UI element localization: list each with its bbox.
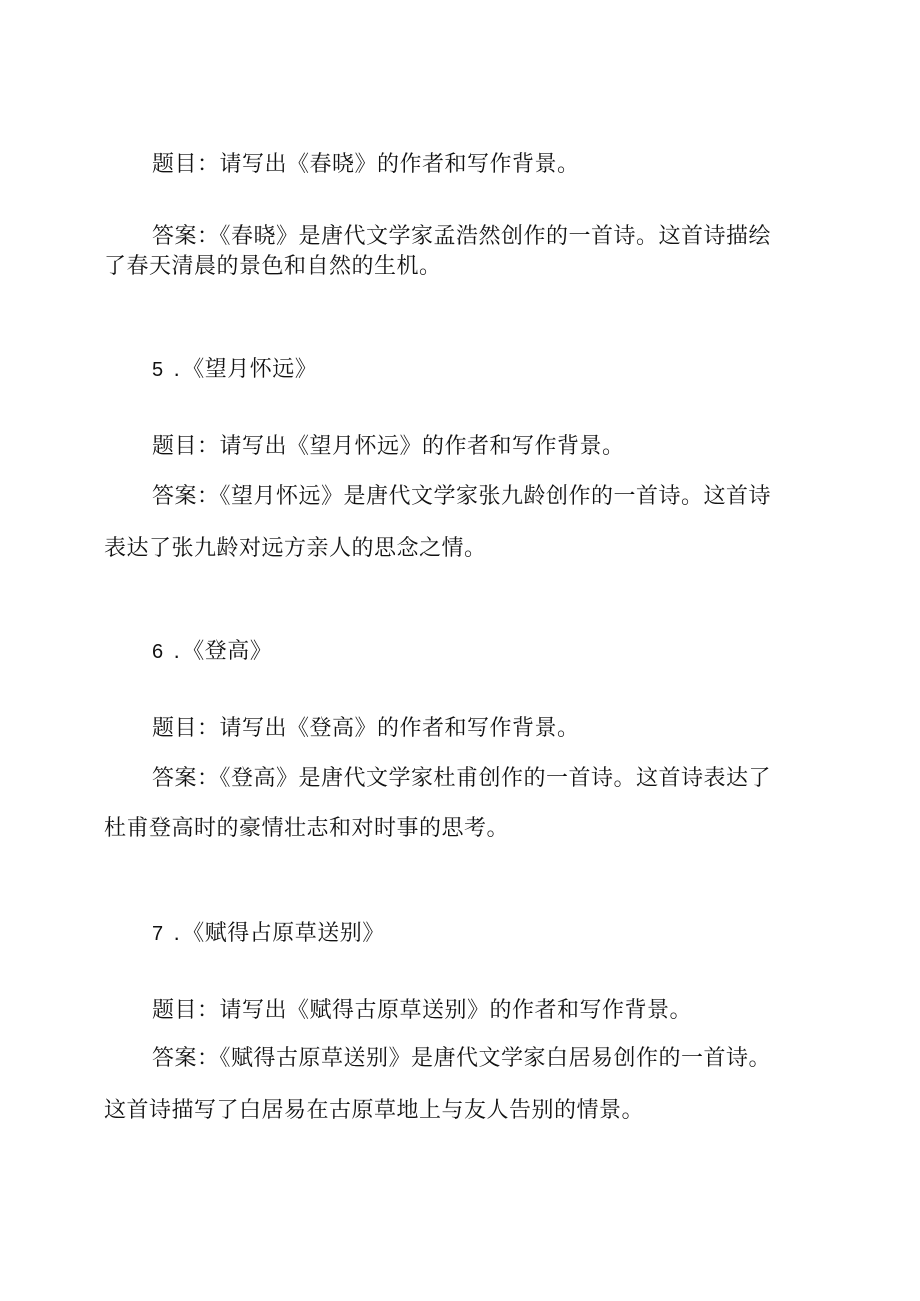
answer-wangyuehuaiyuan-line2: 表达了张九龄对远方亲人的思念之情。	[104, 536, 487, 561]
answer-denggao-line2: 杜甫登高时的豪情壮志和对时事的思考。	[104, 816, 510, 841]
question-denggao: 题目：请写出《登高》的作者和写作背景。	[152, 716, 580, 741]
answer-fudeguyuancao-line1: 答案：《赋得古原草送别》是唐代文学家白居易创作的一首诗。	[152, 1046, 772, 1071]
answer-wangyuehuaiyuan-line1: 答案：《望月怀远》是唐代文学家张九龄创作的一首诗。这首诗	[152, 484, 772, 509]
answer-fudeguyuancao-line2: 这首诗描写了白居易在古原草地上与友人告别的情景。	[104, 1098, 645, 1123]
question-fudeguyuancao: 题目：请写出《赋得古原草送别》的作者和写作背景。	[152, 998, 693, 1023]
heading-fudeguyuancao: 7 .《赋得占原草送别》	[152, 920, 385, 946]
heading-title: 《赋得占原草送别》	[182, 921, 385, 946]
heading-title: 《望月怀远》	[182, 357, 318, 382]
heading-number: 5	[152, 359, 164, 381]
question-chunxiao: 题目：请写出《春晓》的作者和写作背景。	[152, 152, 580, 177]
answer-denggao-line1: 答案：《登高》是唐代文学家杜甫创作的一首诗。这首诗表达了	[152, 766, 772, 791]
heading-number: 6	[152, 641, 164, 663]
answer-chunxiao-line1: 答案：《春晓》是唐代文学家孟浩然创作的一首诗。这首诗描绘	[152, 224, 772, 249]
question-wangyuehuaiyuan: 题目：请写出《望月怀远》的作者和写作背景。	[152, 434, 625, 459]
answer-chunxiao-line2: 了春天清晨的景色和自然的生机。	[104, 254, 442, 279]
heading-number: 7	[152, 923, 164, 945]
heading-denggao: 6 .《登高》	[152, 638, 273, 664]
heading-wangyuehuaiyuan: 5 .《望月怀远》	[152, 356, 318, 382]
heading-title: 《登高》	[182, 639, 273, 664]
